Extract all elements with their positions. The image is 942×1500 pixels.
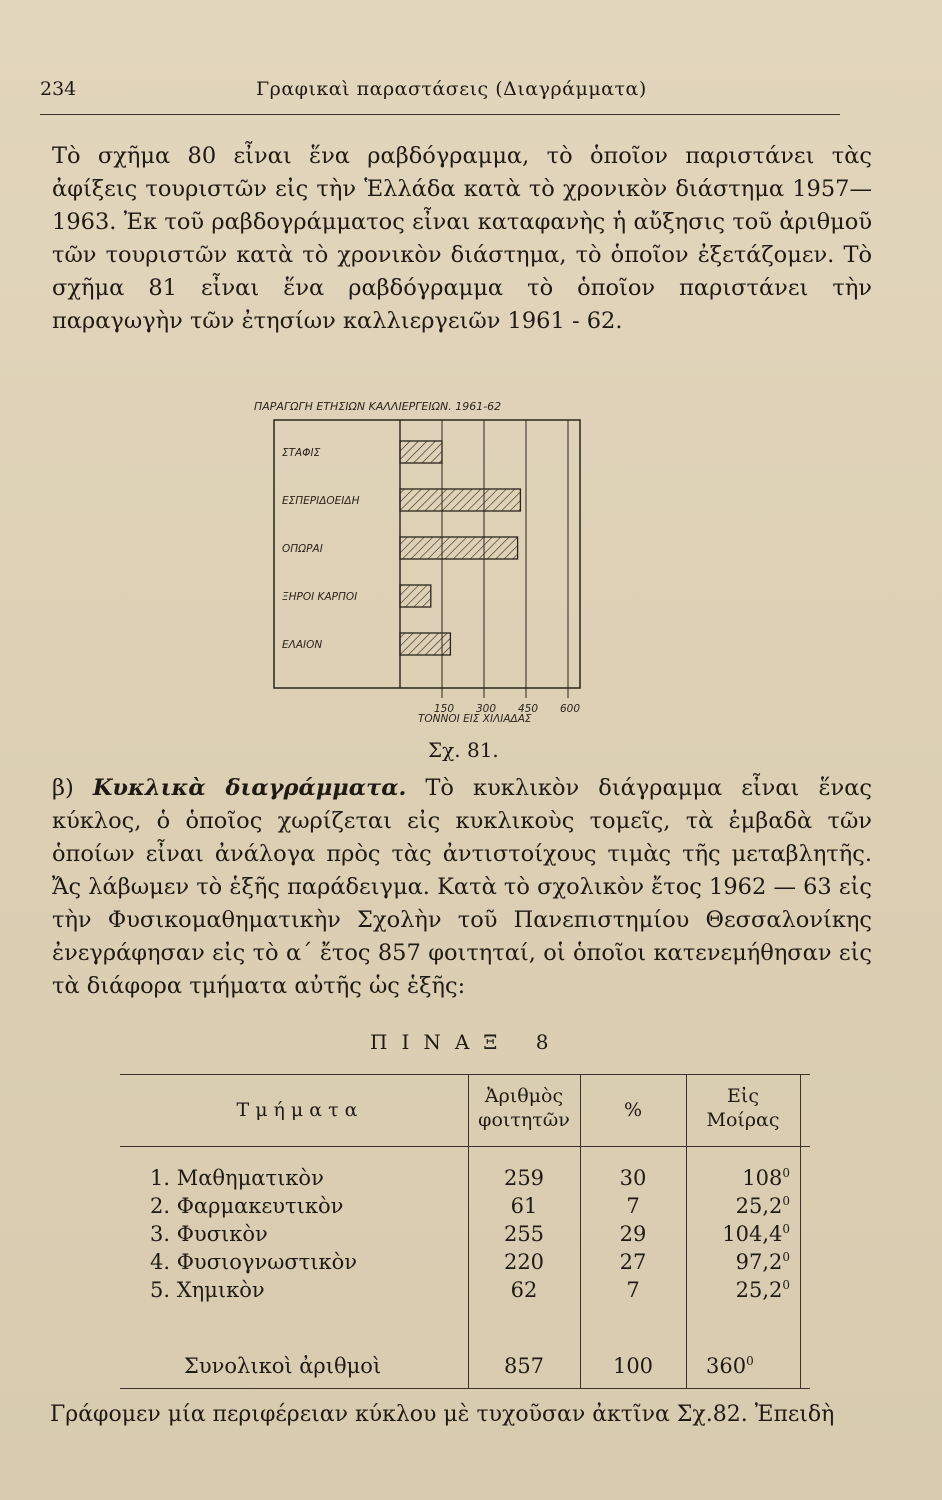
bar xyxy=(400,585,431,607)
row-name: 5. Χημικὸν xyxy=(150,1278,265,1302)
bar xyxy=(400,537,518,559)
table-header-rule xyxy=(120,1146,810,1147)
category-label: ΟΠΩΡΑΙ xyxy=(282,543,323,555)
x-tick-label: 150 xyxy=(434,703,455,715)
row-percent: 30 xyxy=(619,1166,647,1190)
section-heading: Κυκλικὰ διαγράμματα. xyxy=(92,775,407,801)
header-percent: % xyxy=(623,1099,643,1121)
row-degrees-value: 25,2 xyxy=(735,1194,783,1218)
row-count: 259 xyxy=(503,1166,545,1190)
header-dept: Τμήματα xyxy=(236,1099,364,1121)
total-percent: 100 xyxy=(612,1354,654,1378)
page-number: 234 xyxy=(40,78,77,100)
header-rule xyxy=(40,114,840,115)
chart-category-labels xyxy=(282,447,360,651)
total-label: Συνολικοὶ ἀριθμοὶ xyxy=(184,1354,382,1378)
degree-mark: 0 xyxy=(782,1222,790,1236)
header-count-line1: Ἀριθμὸς xyxy=(484,1085,564,1107)
row-degrees xyxy=(686,1166,790,1190)
running-title: Γραφικαὶ παραστάσεις (Διαγράμματα) xyxy=(256,78,647,100)
row-degrees-value: 97,2 xyxy=(735,1250,783,1274)
chart-x-axis-label: ΤΟΝΝΟΙ ΕΙΣ ΧΙΛΙΑΔΑΣ xyxy=(418,713,532,725)
degree-mark: 0 xyxy=(782,1166,790,1180)
category-label: ΣΤΑΦΙΣ xyxy=(282,447,321,459)
total-degrees-value: 360 xyxy=(706,1354,747,1378)
row-degrees xyxy=(686,1250,790,1274)
continuation-line: Γράφομεν μία περιφέρειαν κύκλου μὲ τυχοῦσαν ἀκτῖνα Σχ.82. Ἐπειδὴ xyxy=(50,1402,835,1427)
degree-mark: 0 xyxy=(782,1278,790,1292)
category-label: ΕΛΑΙΟΝ xyxy=(282,639,323,651)
category-label: ΞΗΡΟΙ ΚΑΡΠΟΙ xyxy=(282,591,358,603)
page-header xyxy=(40,78,840,112)
table-title xyxy=(370,1030,548,1054)
row-degrees-value: 104,4 xyxy=(722,1222,783,1246)
students-table xyxy=(120,1074,810,1390)
row-degrees xyxy=(686,1222,790,1246)
row-degrees xyxy=(686,1278,790,1302)
table-title-text: ΠΙΝΑΞ xyxy=(370,1030,512,1054)
degree-mark: 0 xyxy=(746,1354,754,1368)
table-top-rule xyxy=(120,1074,810,1075)
row-percent: 29 xyxy=(619,1222,647,1246)
row-name: 4. Φυσιογνωστικὸν xyxy=(150,1250,358,1274)
total-count: 857 xyxy=(503,1354,545,1378)
row-percent: 27 xyxy=(619,1250,647,1274)
paragraph-intro: Τὸ σχῆμα 80 εἶναι ἕνα ραβδόγραμμα, τὸ ὁποῖον παριστάνει τὰς ἀφίξεις τουριστῶν εἰς τὴν Ἑλλάδα κατὰ τὸ χρονικὸν διάστημα 1957—1963. Ἐκ τοῦ ραβδογράμματος εἶναι καταφανὴς ἡ αὔξησις τοῦ ἀριθμοῦ τῶν τουριστῶν κατὰ τὸ χρονικὸν διάστημα, τὸ ὁποῖον ἐξετάζομεν. Τὸ σχῆμα 81 εἶναι ἕνα ραβδόγραμμα τὸ ὁποῖον παριστάνει τὴν παραγωγὴν τῶν ἐτησίων καλλιεργειῶν 1961 - 62. xyxy=(52,143,872,334)
table-number: 8 xyxy=(535,1030,549,1054)
x-tick-label: 450 xyxy=(518,703,539,715)
degree-mark: 0 xyxy=(782,1250,790,1264)
row-count: 62 xyxy=(510,1278,538,1302)
header-count xyxy=(468,1084,580,1132)
chart-svg xyxy=(250,380,630,730)
header-degrees xyxy=(686,1084,800,1132)
row-degrees-value: 25,2 xyxy=(735,1278,783,1302)
bar-chart-figure-81 xyxy=(250,380,630,730)
row-count: 255 xyxy=(503,1222,545,1246)
row-name: 1. Μαθηματικὸν xyxy=(150,1166,324,1190)
x-tick-label: 600 xyxy=(560,703,581,715)
row-degrees xyxy=(686,1194,790,1218)
row-degrees-value: 108 xyxy=(742,1166,783,1190)
total-degrees xyxy=(706,1354,754,1378)
header-deg-line2: Μοίρας xyxy=(706,1109,780,1131)
row-count: 61 xyxy=(510,1194,538,1218)
row-name: 2. Φαρμακευτικὸν xyxy=(150,1194,344,1218)
bar xyxy=(400,441,442,463)
header-count-line2: φοιτητῶν xyxy=(478,1109,570,1131)
chart-bars xyxy=(400,441,520,655)
row-percent: 7 xyxy=(626,1194,640,1218)
paragraph-pie-charts xyxy=(52,772,872,1003)
x-tick-label: 300 xyxy=(476,703,497,715)
row-count: 220 xyxy=(503,1250,545,1274)
bar xyxy=(400,633,450,655)
row-name: 3. Φυσικὸν xyxy=(150,1222,268,1246)
paragraph-body: Τὸ κυκλικὸν διάγραμμα εἶναι ἕνας κύκλος, ὁ ὁποῖος χωρίζεται εἰς κυκλικοὺς τομεῖς, τὰ ἐμβαδὰ τῶν ὁποίων εἶναι ἀνάλογα πρὸς τὰς ἀντιστοίχους τιμὰς τῆς μεταβλητῆς. Ἄς λάβωμεν τὸ ἑξῆς παράδειγμα. Κατὰ τὸ σχολικὸν ἔτος 1962 — 63 εἰς τὴν Φυσικομαθηματικὴν Σχολὴν τοῦ Πανεπιστημίου Θεσσαλονίκης ἐνεγράφησαν εἰς τὸ α΄ ἔτος 857 φοιτηταί, οἱ ὁποῖοι κατενεμήθησαν εἰς τὰ διάφορα τμήματα αὐτῆς ὡς ἑξῆς: xyxy=(52,775,872,999)
table-divider xyxy=(800,1074,801,1389)
figure-caption: Σχ. 81. xyxy=(428,738,499,762)
section-marker: β) xyxy=(52,775,93,801)
degree-mark: 0 xyxy=(782,1194,790,1208)
table-bottom-rule xyxy=(120,1388,810,1389)
bar xyxy=(400,489,520,511)
category-label: ΕΣΠΕΡΙΔΟΕΙΔΗ xyxy=(282,495,360,507)
header-deg-line1: Εἰς xyxy=(727,1085,759,1107)
row-percent: 7 xyxy=(626,1278,640,1302)
chart-title: ΠΑΡΑΓΩΓΗ ΕΤΗΣΙΩΝ ΚΑΛΛΙΕΡΓΕΙΩΝ. 1961-62 xyxy=(254,400,502,413)
